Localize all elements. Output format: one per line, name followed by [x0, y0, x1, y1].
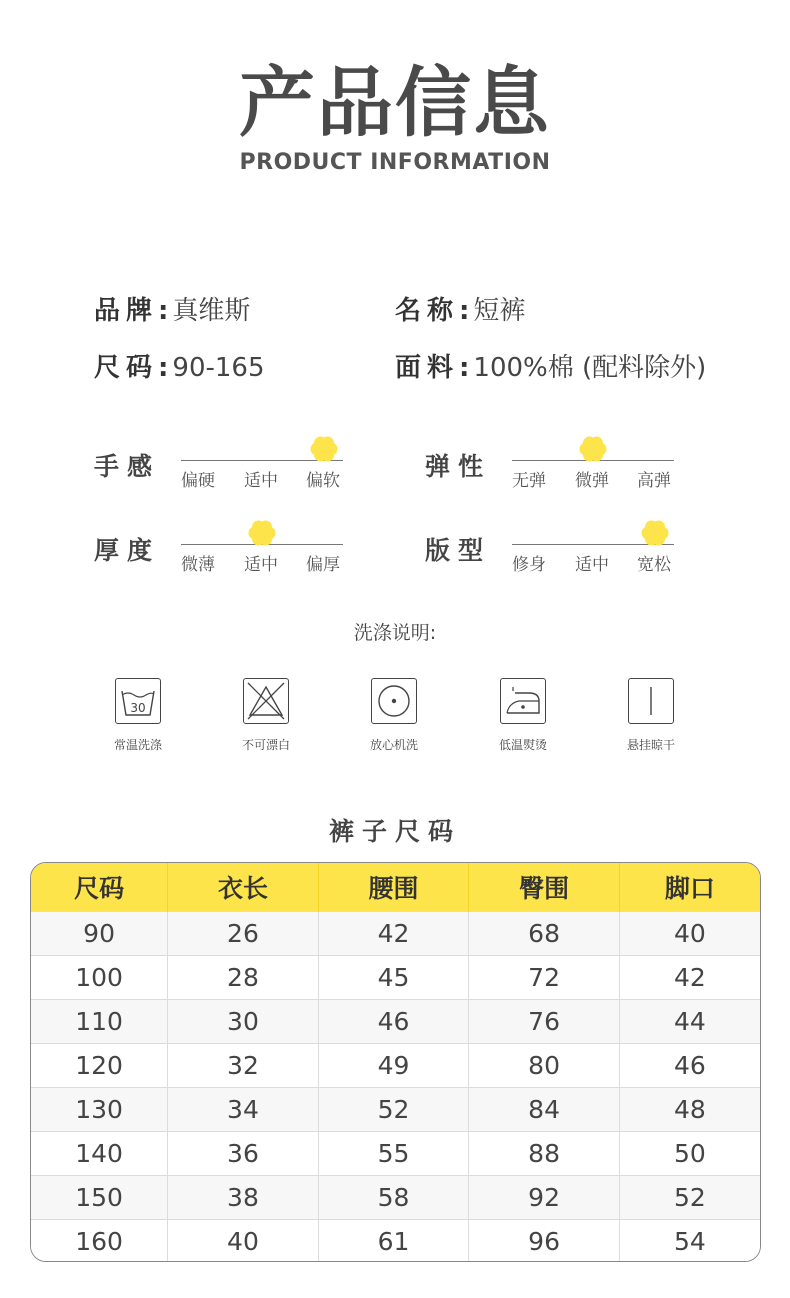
scale-option: 适中: [244, 555, 278, 575]
scale-option: 偏硬: [181, 471, 215, 491]
table-cell: 46: [619, 1044, 760, 1088]
no-bleach-icon: [243, 678, 289, 724]
scale-option: 无弹: [512, 471, 546, 491]
wash-item: [334, 678, 454, 753]
size-chart-title: 裤子尺码: [328, 817, 461, 846]
table-cell: 92: [469, 1176, 620, 1220]
hang-dry-icon: [628, 678, 674, 724]
table-cell: 55: [318, 1132, 469, 1176]
flower-icon: [309, 434, 339, 464]
page-title-en: PRODUCT INFORMATION: [239, 150, 551, 175]
info-colon: :: [459, 353, 470, 383]
tumble-dry-icon: [371, 678, 417, 724]
table-row: [31, 1176, 760, 1220]
table-row: [31, 912, 760, 956]
scale-label-feel: 手感: [94, 452, 161, 481]
info-fabric-value: 100%棉 (配料除外): [473, 353, 707, 383]
table-cell: 40: [619, 912, 760, 956]
scale-elasticity: [512, 422, 674, 502]
page-title-cn: 产品信息: [239, 58, 551, 147]
table-cell: 46: [318, 1000, 469, 1044]
table-cell: 45: [318, 956, 469, 1000]
table-cell: 38: [168, 1176, 319, 1220]
table-row: [31, 956, 760, 1000]
scale-fit: [512, 506, 674, 586]
table-cell: 48: [619, 1088, 760, 1132]
scale-option: 适中: [575, 555, 609, 575]
table-cell: 88: [469, 1132, 620, 1176]
scale-label-fit: 版型: [425, 536, 492, 565]
header-cell: 臀围: [469, 863, 620, 912]
table-cell: 130: [31, 1088, 168, 1132]
table-cell: 50: [619, 1132, 760, 1176]
wash-label: 不可漂白: [241, 738, 290, 752]
table-cell: 100: [31, 956, 168, 1000]
table-cell: 150: [31, 1176, 168, 1220]
scale-option: 高弹: [637, 471, 671, 491]
table-cell: 110: [31, 1000, 168, 1044]
flower-icon: [247, 518, 277, 548]
table-cell: 26: [168, 912, 319, 956]
header-cell: 腰围: [318, 863, 469, 912]
wash-item: [78, 678, 198, 753]
info-name-value: 短裤: [473, 296, 526, 326]
scale-option: 偏厚: [306, 555, 340, 575]
table-cell: 28: [168, 956, 319, 1000]
table-cell: 80: [469, 1044, 620, 1088]
header-cell: 衣长: [168, 863, 319, 912]
scale-feel: [181, 422, 343, 502]
table-row: [31, 1132, 760, 1176]
header-cell: 尺码: [31, 863, 168, 912]
scale-label-elasticity: 弹性: [425, 452, 492, 481]
table-cell: 90: [31, 912, 168, 956]
info-brand: [94, 290, 250, 327]
scale-option: 偏软: [306, 471, 340, 491]
info-fabric-label: 面料: [395, 353, 460, 383]
table-cell: 36: [168, 1132, 319, 1176]
size-table: [31, 863, 760, 1262]
scale-thickness: [181, 506, 343, 586]
scale-option: 微弹: [575, 471, 609, 491]
info-brand-value: 真维斯: [172, 296, 251, 326]
table-cell: 34: [168, 1088, 319, 1132]
table-cell: 68: [469, 912, 620, 956]
iron-low-icon: [500, 678, 546, 724]
table-row: [31, 1000, 760, 1044]
wash-title: 洗涤说明:: [353, 622, 437, 644]
table-cell: 32: [168, 1044, 319, 1088]
info-size-value: 90-165: [172, 353, 265, 383]
info-colon: :: [459, 296, 470, 326]
info-name-label: 名称: [395, 296, 460, 326]
wash-label: 常温洗涤: [113, 738, 162, 752]
table-cell: 49: [318, 1044, 469, 1088]
wash-label: 悬挂晾干: [626, 738, 675, 752]
table-cell: 52: [619, 1176, 760, 1220]
header-cell: 脚口: [619, 863, 760, 912]
table-cell: 72: [469, 956, 620, 1000]
scale-label-thickness: 厚度: [94, 536, 161, 565]
info-size: [94, 347, 265, 384]
scale-option: 微薄: [181, 555, 215, 575]
wash-label: 低温熨烫: [498, 738, 547, 752]
table-cell: 30: [168, 1000, 319, 1044]
table-row: [31, 1044, 760, 1088]
table-cell: 52: [318, 1088, 469, 1132]
flower-icon: [578, 434, 608, 464]
table-cell: 54: [619, 1220, 760, 1263]
table-cell: 40: [168, 1220, 319, 1263]
table-cell: 160: [31, 1220, 168, 1263]
table-cell: 58: [318, 1176, 469, 1220]
info-fabric: [395, 347, 706, 384]
scale-option: 适中: [244, 471, 278, 491]
wash-item: [206, 678, 326, 753]
info-size-label: 尺码: [94, 353, 159, 383]
table-cell: 140: [31, 1132, 168, 1176]
table-cell: 42: [619, 956, 760, 1000]
wash-item: [591, 678, 711, 753]
table-cell: 61: [318, 1220, 469, 1263]
wash-temp: 30: [130, 701, 146, 715]
scale-option: 修身: [512, 555, 546, 575]
scale-option: 宽松: [637, 555, 671, 575]
info-colon: :: [158, 353, 169, 383]
table-cell: 96: [469, 1220, 620, 1263]
info-name: [395, 290, 525, 327]
info-colon: :: [158, 296, 169, 326]
table-row: [31, 1220, 760, 1263]
table-cell: 84: [469, 1088, 620, 1132]
info-brand-label: 品牌: [94, 296, 159, 326]
table-cell: 42: [318, 912, 469, 956]
table-cell: 120: [31, 1044, 168, 1088]
wash-label: 放心机洗: [369, 738, 418, 752]
wash-30-icon: [115, 678, 161, 724]
wash-item: [463, 678, 583, 753]
table-cell: 76: [469, 1000, 620, 1044]
flower-icon: [640, 518, 670, 548]
table-cell: 44: [619, 1000, 760, 1044]
table-row: [31, 1088, 760, 1132]
size-chart: [30, 862, 761, 1262]
size-table-header: [31, 863, 760, 912]
